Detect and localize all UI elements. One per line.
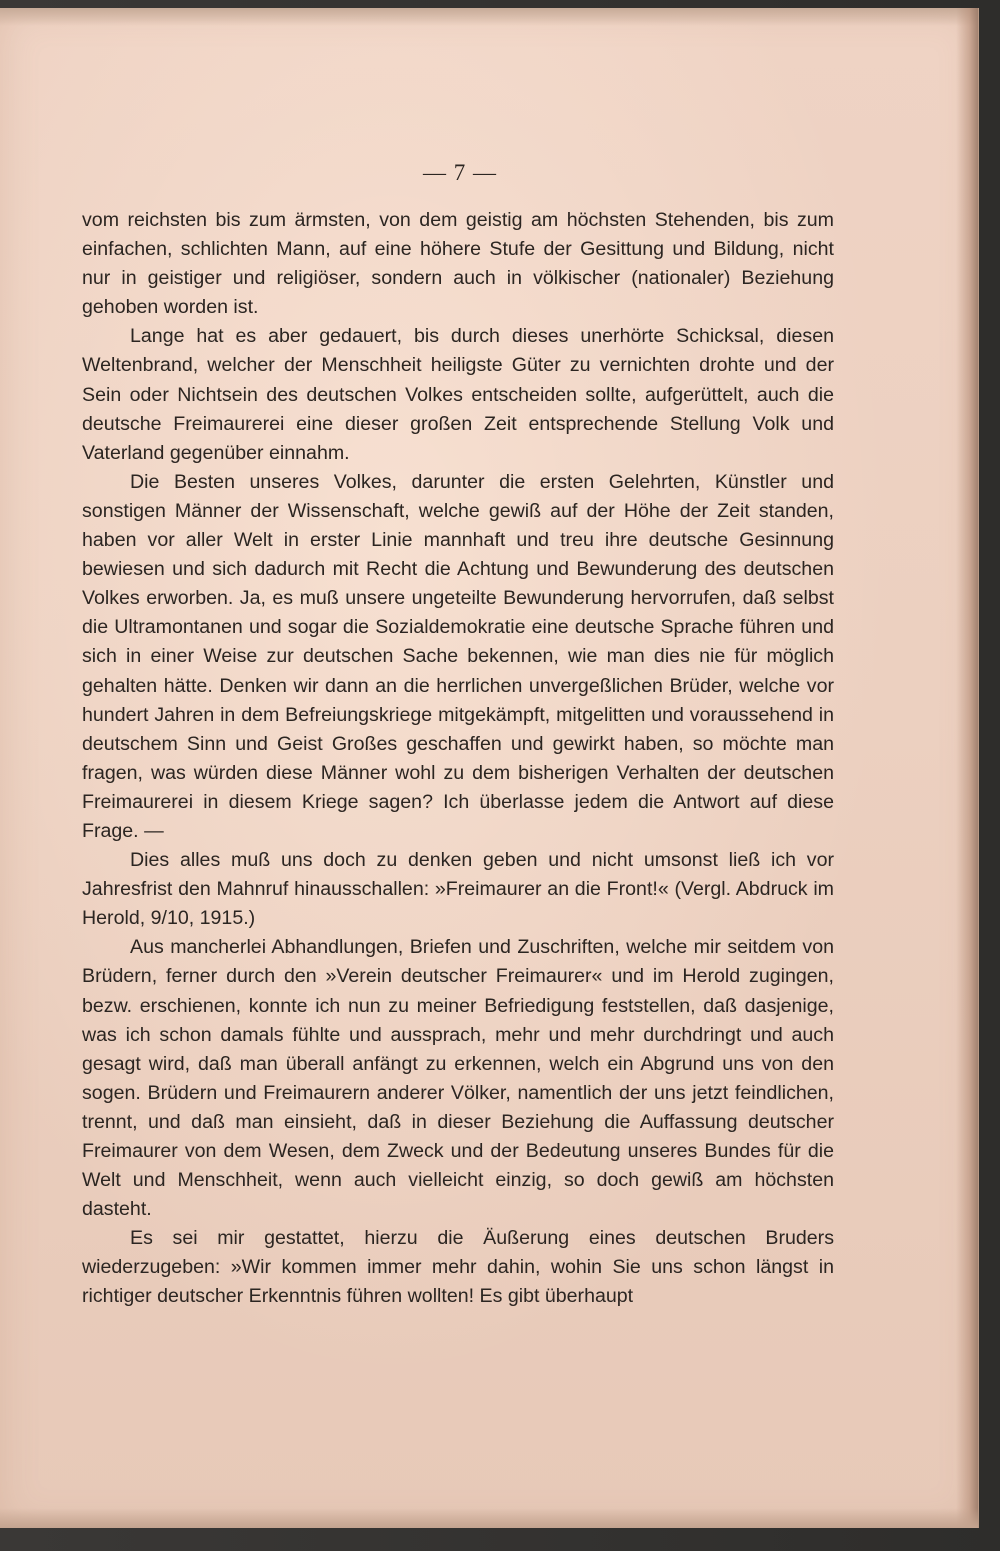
paragraph-4: Dies alles muß uns doch zu denken geben und nicht umsonst ließ ich vor Jahresfrist den Mahnruf hinausschallen: »Freimaurer an die Front!« (Vergl. Abdruck im Herold, 9/10, 1915.) (82, 849, 834, 930)
paragraph-5: Aus mancherlei Abhandlungen, Briefen und Zuschriften, welche mir seitdem von Brüdern, ferner durch den »Verein deutscher Freimaurer« und im Herold zugingen, bezw. erschienen, konnte ich nun zu meiner Befriedigung feststellen, daß dasjenige, was ich schon damals fühlte und aussprach, mehr und mehr durchdringt und auch gesagt wird, daß man überall anfängt zu erkennen, welch ein Abgrund uns von den sogen. Brüdern und Freimaurern anderer Völker, namentlich der uns jetzt feindlichen, trennt, und daß man einsieht, daß in dieser Beziehung die Auffassung deutscher Freimaurer von dem Wesen, dem Zweck und der Bedeutung unseres Bundes für die Welt und Menschheit, wenn auch vielleicht einzig, so doch gewiß am höchsten dasteht. (82, 936, 834, 1221)
paragraph-1: vom reichsten bis zum ärmsten, von dem geistig am höchsten Stehenden, bis zum einfachen, schlichten Mann, auf eine höhere Stufe der Gesittung und Bildung, nicht nur in geistiger und religiöser, sondern auch in völkischer (nationaler) Beziehung gehoben worden ist. (82, 209, 834, 319)
page-edge-shadow (956, 8, 978, 1528)
page-top-shadow (0, 8, 978, 26)
page-number: — 7 — (423, 160, 497, 185)
paragraph-6: Es sei mir gestattet, hierzu die Äußerung eines deutschen Bruders wiederzugeben: »Wir kommen immer mehr dahin, wohin Sie uns schon längst in richtiger deutscher Erkenntnis führen wollten! Es gibt überhaupt (82, 1227, 834, 1308)
body-text (82, 206, 834, 1312)
book-page (0, 8, 979, 1528)
paragraph-2: Lange hat es aber gedauert, bis durch dieses unerhörte Schicksal, diesen Weltenbrand, welcher der Menschheit heiligste Güter zu vernichten drohte und der Sein oder Nichtsein des deutschen Volkes entscheiden sollte, aufgerüttelt, auch die deutsche Freimaurerei eine dieser großen Zeit entsprechende Stellung Volk und Vaterland gegenüber einnahm. (82, 325, 834, 464)
page-bottom-shadow (0, 1508, 978, 1528)
paragraph-3: Die Besten unseres Volkes, darunter die ersten Gelehrten, Künstler und sonstigen Männer der Wissenschaft, welche gewiß auf der Höhe der Zeit standen, haben vor aller Welt in erster Linie mannhaft und treu ihre deutsche Gesinnung bewiesen und sich dadurch mit Recht die Achtung und Bewunderung des deutschen Volkes erworben. Ja, es muß unsere ungeteilte Bewunderung hervorrufen, daß selbst die Ultramontanen und sogar die Sozialdemokratie eine deutsche Sprache führen und sich in einer Weise zur deutschen Sache bekennen, wie man dies nie für möglich gehalten hätte. Denken wir dann an die herrlichen unvergeßlichen Brüder, welche vor hundert Jahren in dem Befreiungskriege mitgekämpft, mitgelitten und voraussehend in deutschem Sinn und Geist Großes geschaffen und gewirkt haben, so möchte man fragen, was würden diese Männer wohl zu dem bisherigen Verhalten der deutschen Freimaurerei in diesem Kriege sagen? Ich überlasse jedem die Antwort auf diese Frage. — (82, 470, 834, 842)
